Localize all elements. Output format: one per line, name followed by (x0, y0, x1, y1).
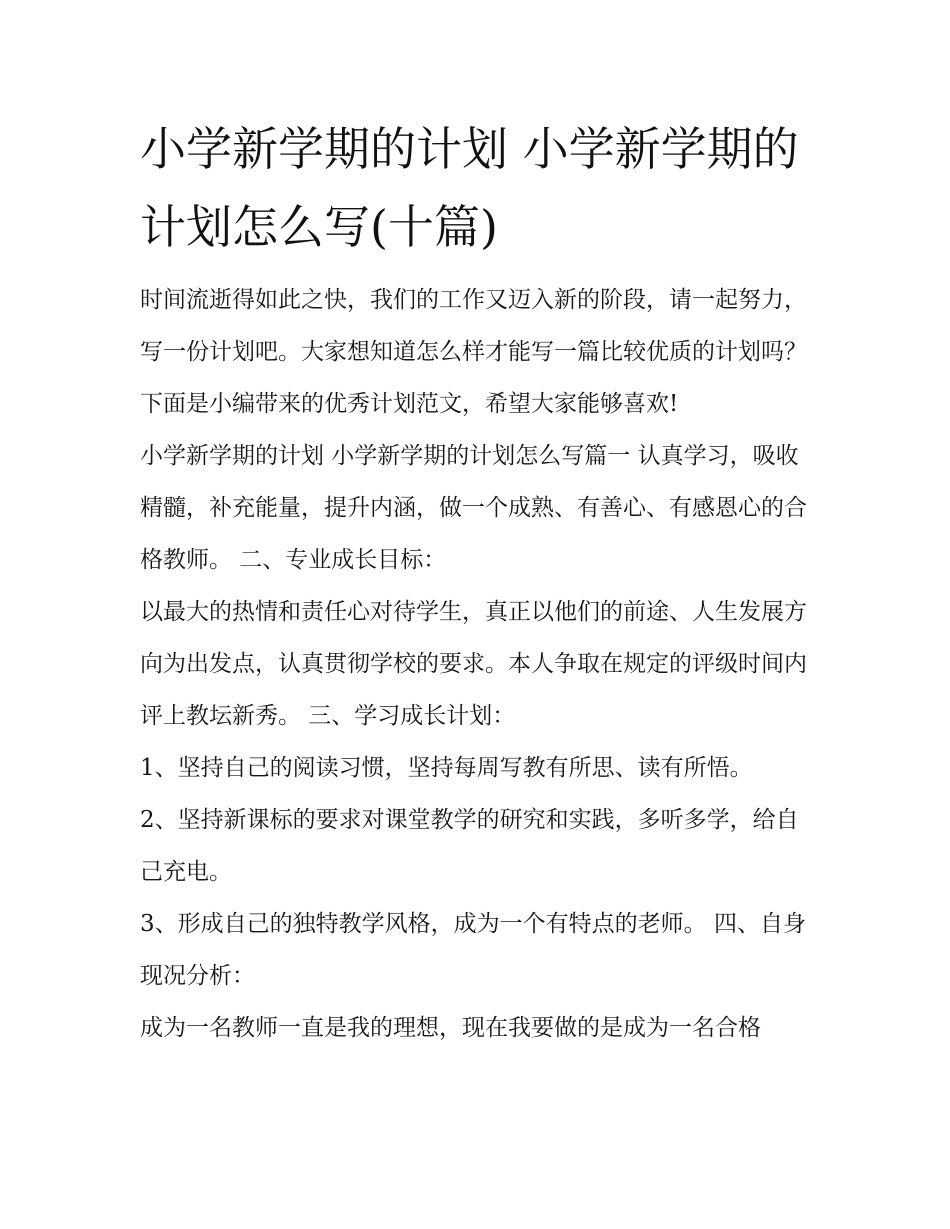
paragraph-goal: 小学新学期的计划 小学新学期的计划怎么写篇一 认真学习，吸收精髓，补充能量，提升内涵，做一个成熟、有善心、有感恩心的合格教师。 二、专业成长目标： (140, 443, 807, 573)
paragraph-intro: 时间流逝得如此之快，我们的工作又迈入新的阶段，请一起努力，写一份计划吧。大家想知道怎么样才能写一篇比较优质的计划吗？下面是小编带来的优秀计划范文，希望大家能够喜欢! (140, 287, 807, 417)
paragraph-professional-growth: 以最大的热情和责任心对待学生，真正以他们的前途、人生发展方向为出发点，认真贯彻学校的要求。本人争取在规定的评级时间内评上教坛新秀。 三、学习成长计划： (140, 599, 807, 729)
document-title: 小学新学期的计划 小学新学期的计划怎么写(十篇) (140, 122, 799, 254)
document-body (140, 274, 816, 1054)
paragraph-self-analysis: 成为一名教师一直是我的理想，现在我要做的是成为一名合格 (140, 1015, 761, 1041)
list-item-1: 1、坚持自己的阅读习惯，坚持每周写教有所思、读有所悟。 (140, 755, 753, 781)
list-item-2: 2、坚持新课标的要求对课堂教学的研究和实践，多听多学，给自己充电。 (140, 807, 799, 885)
list-item-3: 3、形成自己的独特教学风格，成为一个有特点的老师。 四、自身现况分析： (140, 911, 806, 989)
